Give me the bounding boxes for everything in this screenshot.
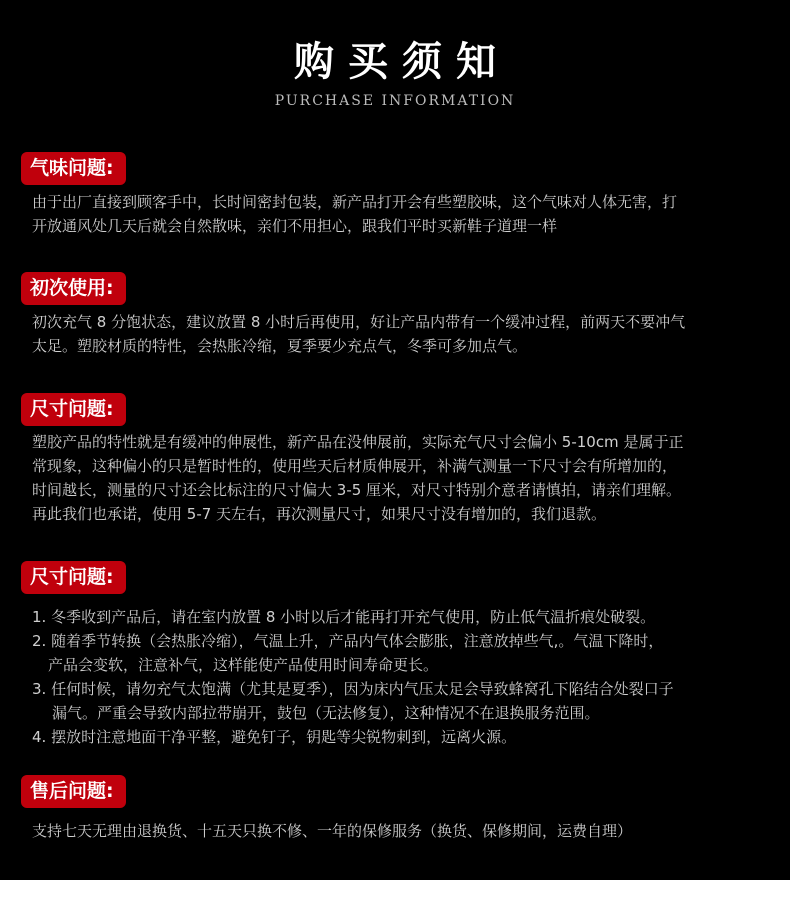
page-subtitle: PURCHASE INFORMATION [274,93,516,109]
section-body-first-use [32,310,762,358]
list-item: 3. 任何时候，请勿充气太饱满（尤其是夏季），因为床内气压太足会导致蜂窝孔下陷结合处裂口子 [32,680,674,698]
section-body-size [32,430,762,526]
text-line: 由于出厂直接到顾客手中，长时间密封包装，新产品打开会有些塑胶味，这个气味对人体无害，打 [32,193,678,211]
section-label-size-notes: 尺寸问题: [21,561,126,594]
list-item: 2. 随着季节转换（会热胀冷缩），气温上升，产品内气体会膨胀，注意放掉些气,。气温下降时， [32,632,664,650]
list-item-continuation: 产品会变软，注意补气，这样能使产品使用时间寿命更长。 [48,656,439,674]
section-label-first-use: 初次使用: [21,272,126,305]
text-line: 初次充气 8 分饱状态，建议放置 8 小时后再使用，好让产品内带有一个缓冲过程，前两天不要冲气 [32,313,686,331]
text-line: 再此我们也承诺，使用 5-7 天左右，再次测量尺寸，如果尺寸没有增加的，我们退款。 [32,505,607,523]
text-line: 太足。塑胶材质的特性，会热胀冷缩，夏季要少充点气，冬季可多加点气。 [32,337,528,355]
page-title: 购买须知 [294,39,510,85]
section-label-odor: 气味问题: [21,152,126,185]
section-label-size: 尺寸问题: [21,393,126,426]
list-item: 4. 摆放时注意地面干净平整，避免钉子，钥匙等尖锐物刺到，远离火源。 [32,728,517,746]
text-line: 常现象，这种偏小的只是暂时性的，使用些天后材质伸展开，补满气测量一下尺寸会有所增加的， [32,457,678,475]
section-body-odor [32,190,762,238]
text-line: 时间越长，测量的尺寸还会比标注的尺寸偏大 3-5 厘米，对尺寸特别介意者请慎拍，请亲们理解。 [32,481,682,499]
list-item-continuation: 漏气。严重会导致内部拉带崩开，鼓包（无法修复），这种情况不在退换服务范围。 [52,704,600,722]
list-item: 1. 冬季收到产品后，请在室内放置 8 小时以后才能再打开充气使用，防止低气温折痕处破裂。 [32,608,656,626]
text-line: 支持七天无理由退换货、十五天只换不修、一年的保修服务（换货、保修期间，运费自理） [32,822,633,840]
text-line: 开放通风处几天后就会自然散味，亲们不用担心，跟我们平时买新鞋子道理一样 [32,217,558,235]
text-line: 塑胶产品的特性就是有缓冲的伸展性，新产品在没伸展前，实际充气尺寸会偏小 5-10cm 是属于正 [32,433,684,451]
section-body-after-sales [32,819,762,843]
section-label-after-sales: 售后问题: [21,775,126,808]
section-body-size-notes [32,605,762,749]
